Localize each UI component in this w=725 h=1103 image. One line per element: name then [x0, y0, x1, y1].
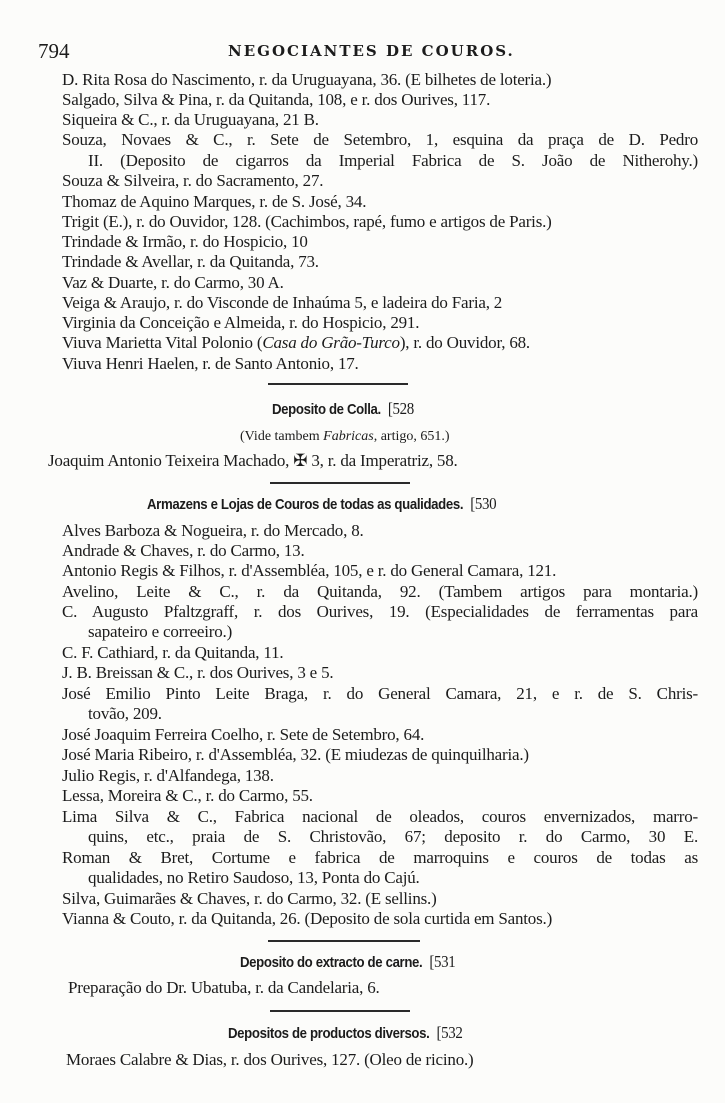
section-heading: [228, 1022, 463, 1044]
section-title: Deposito do extracto de carne.: [240, 954, 423, 971]
list-item: Moraes Calabre & Dias, r. dos Ourives, 127. (Oleo de ricino.): [66, 1050, 474, 1069]
list-item-continuation: sapateiro e correeiro.): [88, 622, 233, 641]
section-heading: [272, 398, 414, 420]
list-item: José Joaquim Ferreira Coelho, r. Sete de Setembro, 64.: [62, 725, 425, 744]
section-title: Deposito de Colla.: [272, 401, 381, 418]
section-number: [530: [470, 494, 497, 513]
section-heading: [240, 951, 455, 973]
list-item: Siqueira & C., r. da Uruguayana, 21 B.: [62, 110, 319, 129]
note-text: (Vide tambem: [240, 429, 324, 444]
list-item: Roman & Bret, Cortume e fabrica de marroquins e couros de todas as: [62, 848, 698, 867]
list-item: Silva, Guimarães & Chaves, r. do Carmo, 32. (E sellins.): [62, 889, 437, 908]
list-item: D. Rita Rosa do Nascimento, r. da Uruguayana, 36. (E bilhetes de loteria.): [62, 70, 552, 89]
list-item: Salgado, Silva & Pina, r. da Quitanda, 108, e r. dos Ourives, 117.: [62, 90, 491, 109]
list-item: Lessa, Moreira & C., r. do Carmo, 55.: [62, 786, 313, 805]
section-heading: [147, 493, 496, 515]
list-item: Lima Silva & C., Fabrica nacional de oleados, couros envernizados, marro-: [62, 807, 698, 826]
list-item-continuation: qualidades, no Retiro Saudoso, 13, Ponta do Cajú.: [88, 868, 420, 887]
section-title: Armazens e Lojas de Couros de todas as qualidades.: [147, 496, 464, 513]
list-item: Viuva Henri Haelen, r. de Santo Antonio, 17.: [62, 354, 359, 373]
list-item: José Emilio Pinto Leite Braga, r. do General Camara, 21, e r. de S. Chris-: [62, 684, 698, 703]
list-item: Vianna & Couto, r. da Quitanda, 26. (Deposito de sola curtida em Santos.): [62, 909, 553, 928]
list-item: Alves Barboza & Nogueira, r. do Mercado, 8.: [62, 521, 364, 540]
section-number: [531: [429, 952, 456, 971]
list-item: Veiga & Araujo, r. do Visconde de Inhaúma 5, e ladeira do Faria, 2: [62, 293, 503, 312]
list-item: Andrade & Chaves, r. do Carmo, 13.: [62, 541, 305, 560]
section-title: Depositos de productos diversos.: [228, 1025, 430, 1042]
list-item-continuation: II. (Deposito de cigarros da Imperial Fabrica de S. João de Nitherohy.): [88, 151, 698, 170]
list-item: [62, 333, 530, 353]
list-item: Souza, Novaes & C., r. Sete de Setembro, 1, esquina da praça de D. Pedro: [62, 130, 698, 149]
divider: [268, 383, 408, 385]
entry-text: ), r. do Ouvidor, 68.: [399, 333, 530, 352]
list-item-continuation: tovão, 209.: [88, 704, 162, 723]
list-item: Preparação do Dr. Ubatuba, r. da Candelaria, 6.: [68, 978, 380, 997]
list-item: José Maria Ribeiro, r. d'Assembléa, 32. (E miudezas de quinquilharia.): [62, 745, 529, 764]
divider: [270, 1010, 410, 1012]
section-note: [240, 427, 450, 447]
list-item: Julio Regis, r. d'Alfandega, 138.: [62, 766, 274, 785]
list-item: Joaquim Antonio Teixeira Machado, ✠ 3, r. da Imperatriz, 58.: [48, 451, 458, 470]
divider: [270, 482, 410, 484]
list-item-continuation: quins, etc., praia de S. Christovão, 67; deposito r. do Carmo, 30 E.: [88, 827, 698, 846]
section-number: [532: [436, 1023, 463, 1042]
list-item: C. Augusto Pfaltzgraff, r. dos Ourives, 19. (Especialidades de ferramentas para: [62, 602, 698, 621]
list-item: Virginia da Conceição e Almeida, r. do Hospicio, 291.: [62, 313, 420, 332]
list-item: Thomaz de Aquino Marques, r. de S. José, 34.: [62, 192, 367, 211]
list-item: Trindade & Avellar, r. da Quitanda, 73.: [62, 252, 319, 271]
list-item: J. B. Breissan & C., r. dos Ourives, 3 e 5.: [62, 663, 334, 682]
page-number: 794: [38, 39, 70, 63]
list-item: C. F. Cathiard, r. da Quitanda, 11.: [62, 643, 284, 662]
note-text: , artigo, 651.): [373, 429, 450, 444]
list-item: Souza & Silveira, r. do Sacramento, 27.: [62, 171, 324, 190]
list-item: Trigit (E.), r. do Ouvidor, 128. (Cachimbos, rapé, fumo e artigos de Paris.): [62, 212, 552, 231]
list-item: Antonio Regis & Filhos, r. d'Assembléa, 105, e r. do General Camara, 121.: [62, 561, 557, 580]
list-item: Vaz & Duarte, r. do Carmo, 30 A.: [62, 273, 284, 292]
entry-text: Viuva Marietta Vital Polonio (: [62, 333, 263, 352]
entry-italic: Casa do Grão-Turco: [262, 333, 400, 352]
list-item: Avelino, Leite & C., r. da Quitanda, 92. (Tambem artigos para montaria.): [62, 582, 698, 601]
section-number: [528: [387, 399, 414, 418]
list-item: Trindade & Irmão, r. do Hospicio, 10: [62, 232, 308, 251]
divider: [268, 940, 420, 942]
note-italic: Fabricas: [323, 429, 374, 444]
running-title: NEGOCIANTES DE COUROS.: [228, 42, 515, 60]
